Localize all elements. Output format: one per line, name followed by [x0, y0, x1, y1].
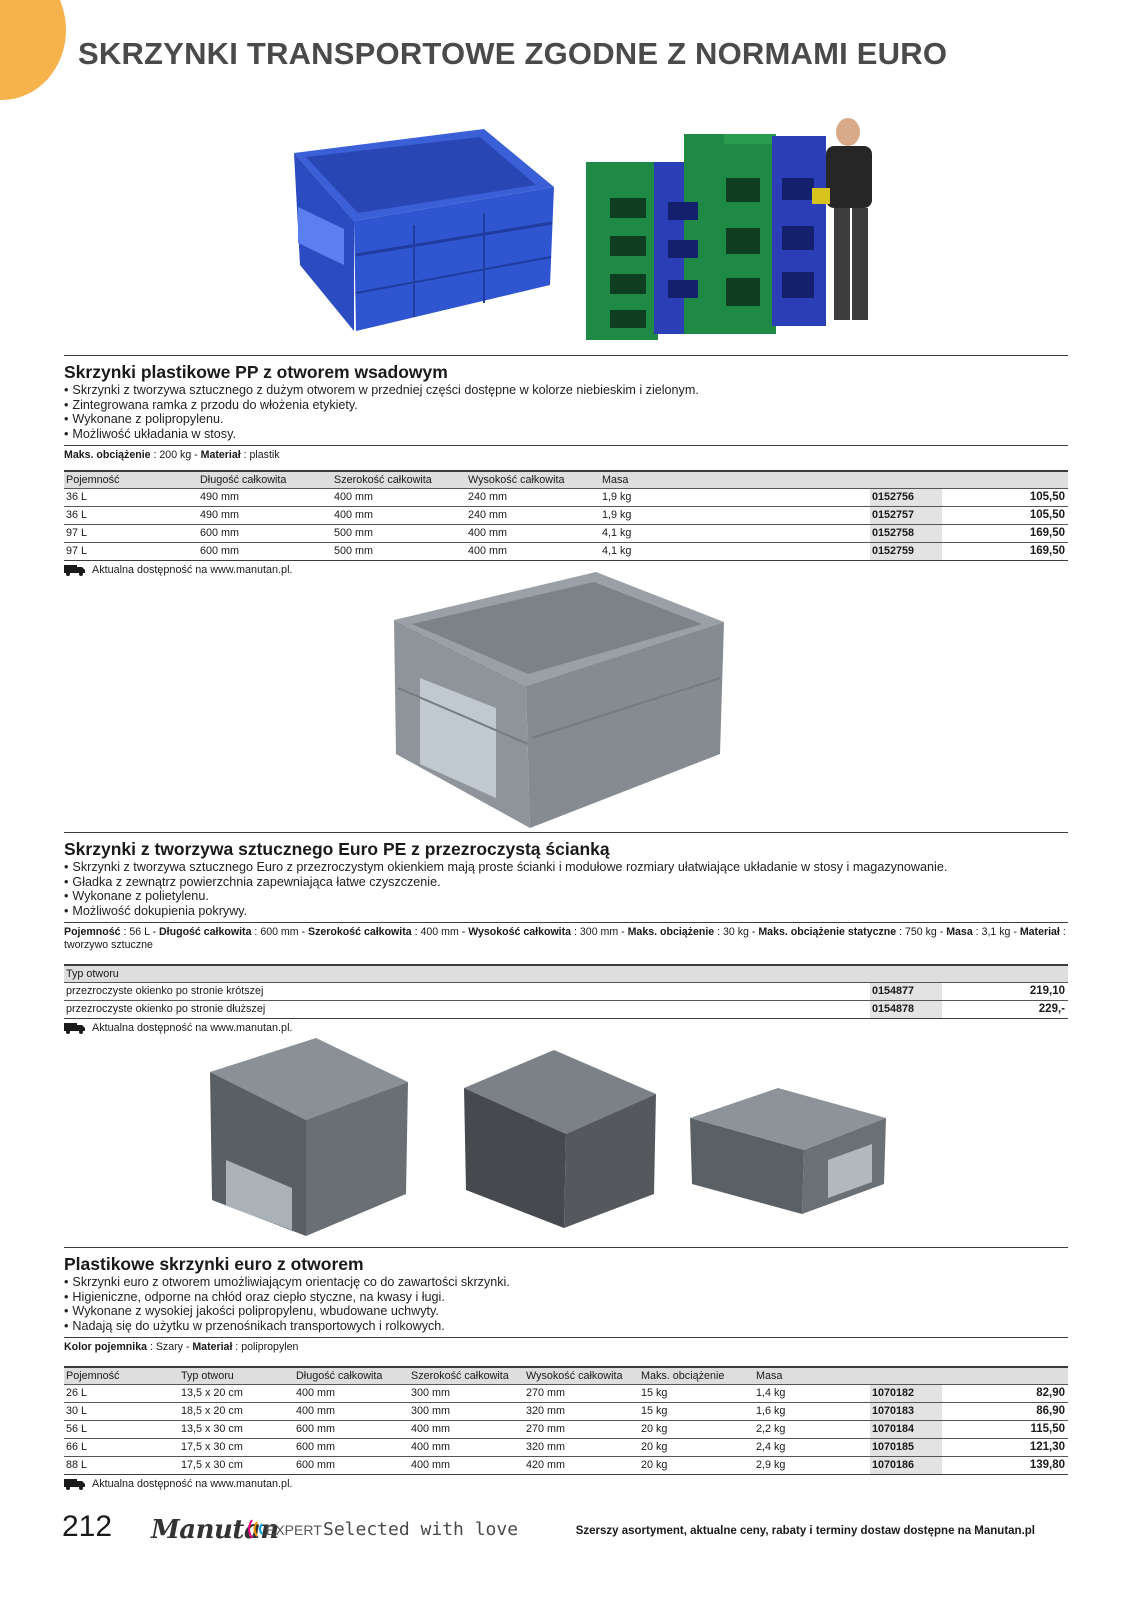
table-cell: 400 mm — [294, 1384, 409, 1402]
table-cell: 490 mm — [198, 488, 332, 506]
table-cell: 320 mm — [524, 1438, 639, 1456]
table-cell: 400 mm — [409, 1456, 524, 1474]
table-cell: 600 mm — [294, 1438, 409, 1456]
table-row — [64, 1000, 1068, 1018]
table-cell: 30 L — [64, 1402, 179, 1420]
spec-line: Kolor pojemnika : Szary - Materiał : polipropylen — [64, 1337, 1068, 1358]
table-cell: 4,1 kg — [600, 524, 870, 542]
truck-icon — [64, 564, 86, 576]
product-table — [64, 1366, 1068, 1475]
spec-line: Maks. obciążenie : 200 kg - Materiał : plastik — [64, 445, 1068, 466]
table-cell: 2,9 kg — [754, 1456, 870, 1474]
section-title: Skrzynki z tworzywa sztucznego Euro PE z przezroczystą ścianką — [64, 839, 610, 859]
spec-label: Maks. obciążenie — [627, 926, 715, 939]
table-row — [64, 542, 1068, 560]
table-cell: przezroczyste okienko po stronie dłuższej — [64, 1000, 870, 1018]
table-cell: 4,1 kg — [600, 542, 870, 560]
column-header: Wysokość całkowita — [524, 1367, 639, 1384]
spec-label: Materiał — [1019, 926, 1060, 939]
table-cell: 36 L — [64, 488, 198, 506]
table-cell: 320 mm — [524, 1402, 639, 1420]
product-ref: 1070183 — [870, 1402, 942, 1420]
table-header-row — [64, 471, 1068, 488]
spec-label: Pojemność — [64, 926, 121, 939]
column-header: Pojemność — [64, 1367, 179, 1384]
product-price: 229,- — [942, 1000, 1068, 1018]
feature-item: • Możliwość układania w stosy. — [64, 427, 1068, 442]
footer-site-link[interactable]: Manutan.pl — [974, 1525, 1035, 1537]
table-cell: 490 mm — [198, 506, 332, 524]
spec-label: Wysokość całkowita — [468, 926, 572, 939]
table-cell: 300 mm — [409, 1402, 524, 1420]
footer-note-text: Szerszy asortyment, aktualne ceny, rabaty i terminy dostaw dostępne na — [575, 1525, 975, 1537]
table-cell: 1,4 kg — [754, 1384, 870, 1402]
feature-item: • Wykonane z polietylenu. — [64, 889, 1068, 904]
product-price: 115,50 — [942, 1420, 1068, 1438]
product-ref: 0154877 — [870, 982, 942, 1000]
table-row — [64, 524, 1068, 542]
table-cell: 240 mm — [466, 488, 600, 506]
column-header-empty — [870, 965, 942, 982]
availability-text[interactable]: Aktualna dostępność na www.manutan.pl. — [92, 1477, 293, 1490]
table-cell: 400 mm — [332, 488, 466, 506]
spec-value: 300 mm — [579, 926, 619, 939]
table-cell: 88 L — [64, 1456, 179, 1474]
table-cell: 400 mm — [294, 1402, 409, 1420]
spec-value: polipropylen — [241, 1341, 299, 1354]
spec-value: 30 kg — [723, 926, 749, 939]
feature-list — [64, 383, 1068, 441]
footer-note — [576, 1525, 1035, 1537]
table-row — [64, 1438, 1068, 1456]
spec-label: Materiał — [192, 1341, 233, 1354]
spec-value: 600 mm — [260, 926, 299, 939]
product-price: 82,90 — [942, 1384, 1068, 1402]
table-cell: 66 L — [64, 1438, 179, 1456]
table-cell: 56 L — [64, 1420, 179, 1438]
feature-item: • Skrzynki euro z otworem umożliwiającym orientację co do zawartości skrzynki. — [64, 1275, 1068, 1290]
table-cell: 20 kg — [639, 1420, 754, 1438]
column-header-empty — [942, 1367, 1068, 1384]
column-header: Typ otworu — [179, 1367, 294, 1384]
spec-value: 3,1 kg — [981, 926, 1011, 939]
table-cell: 15 kg — [639, 1384, 754, 1402]
table-cell: 97 L — [64, 542, 198, 560]
table-cell: 97 L — [64, 524, 198, 542]
table-cell: 15 kg — [639, 1402, 754, 1420]
column-header: Długość całkowita — [198, 471, 332, 488]
truck-icon — [64, 1478, 86, 1490]
product-price: 121,30 — [942, 1438, 1068, 1456]
stacked-crates-with-worker-image — [586, 118, 888, 342]
product-table — [64, 470, 1068, 561]
grey-crate-window-image — [390, 568, 728, 830]
feature-item: • Wykonane z wysokiej jakości polipropylenu, wbudowane uchwyty. — [64, 1304, 1068, 1319]
table-row — [64, 1456, 1068, 1474]
column-header: Szerokość całkowita — [332, 471, 466, 488]
brand-arcs-icon — [244, 1518, 264, 1540]
product-ref: 0152757 — [870, 506, 942, 524]
table-cell: 500 mm — [332, 524, 466, 542]
product-price: 105,50 — [942, 488, 1068, 506]
product-section-pp-crates — [64, 355, 1068, 577]
spec-label: Kolor pojemnika — [64, 1341, 147, 1354]
small-grey-crate-image — [688, 1084, 888, 1216]
product-price: 139,80 — [942, 1456, 1068, 1474]
spec-value: 56 L — [129, 926, 150, 939]
spec-label: Maks. obciążenie statyczne — [758, 926, 897, 939]
feature-list — [64, 1275, 1068, 1333]
table-cell: 270 mm — [524, 1384, 639, 1402]
table-cell: 20 kg — [639, 1438, 754, 1456]
table-cell: 400 mm — [409, 1438, 524, 1456]
product-ref: 1070185 — [870, 1438, 942, 1456]
feature-item: • Skrzynki z tworzywa sztucznego Euro z przezroczystym okienkiem mają proste ścianki i modułowe rozmiary ułatwiające układanie w stosy i magazynowanie. — [64, 860, 1068, 875]
table-cell: 400 mm — [466, 542, 600, 560]
product-price: 169,50 — [942, 542, 1068, 560]
table-cell: 13,5 x 30 cm — [179, 1420, 294, 1438]
spec-value: Szary — [155, 1341, 183, 1354]
table-cell: 240 mm — [466, 506, 600, 524]
product-ref: 0152756 — [870, 488, 942, 506]
table-cell: 600 mm — [294, 1420, 409, 1438]
three-grey-crates-image — [186, 1030, 666, 1242]
availability-note — [64, 1477, 1068, 1491]
product-ref: 0152758 — [870, 524, 942, 542]
table-cell: 18,5 x 20 cm — [179, 1402, 294, 1420]
feature-list — [64, 860, 1068, 918]
product-ref: 0152759 — [870, 542, 942, 560]
column-header: Maks. obciążenie — [639, 1367, 754, 1384]
table-header-row — [64, 1367, 1068, 1384]
table-cell: 1,9 kg — [600, 506, 870, 524]
table-cell: przezroczyste okienko po stronie krótszej — [64, 982, 870, 1000]
table-cell: 270 mm — [524, 1420, 639, 1438]
section-title: Plastikowe skrzynki euro z otworem — [64, 1254, 364, 1274]
feature-item: • Skrzynki z tworzywa sztucznego z dużym otworem w przedniej części dostępne w kolorze niebieskim i zielonym. — [64, 383, 1068, 398]
column-header-empty — [870, 1367, 942, 1384]
table-cell: 600 mm — [198, 542, 332, 560]
product-ref: 0154878 — [870, 1000, 942, 1018]
feature-item: • Gładka z zewnątrz powierzchnia zapewniająca łatwe czyszczenie. — [64, 875, 1068, 890]
product-ref: 1070184 — [870, 1420, 942, 1438]
spec-value: plastik — [249, 449, 280, 462]
spec-line: Pojemność : 56 L - Długość całkowita : 600 mm - Szerokość całkowita : 400 mm - Wysokość całkowita : 300 mm - Maks. obciążenie : 30 kg - Maks. obciążenie statyczne : 750 kg - Masa : 3,1 kg - Materiał : tworzywo sztuczne — [64, 922, 1068, 956]
table-row — [64, 488, 1068, 506]
product-price: 105,50 — [942, 506, 1068, 524]
column-header: Masa — [600, 471, 870, 488]
table-cell: 26 L — [64, 1384, 179, 1402]
table-row — [64, 1420, 1068, 1438]
feature-item: • Nadają się do użytku w przenośnikach transportowych i rolkowych. — [64, 1319, 1068, 1334]
table-cell: 1,6 kg — [754, 1402, 870, 1420]
column-header: Pojemność — [64, 471, 198, 488]
product-section-euro-pe-crates — [64, 832, 1068, 1035]
column-header-empty — [942, 471, 1068, 488]
spec-label: Materiał — [200, 449, 241, 462]
product-price: 86,90 — [942, 1402, 1068, 1420]
spec-value: tworzywo sztuczne — [64, 939, 153, 952]
column-header: Długość całkowita — [294, 1367, 409, 1384]
product-ref: 1070186 — [870, 1456, 942, 1474]
column-header-empty — [942, 965, 1068, 982]
table-cell: 17,5 x 30 cm — [179, 1438, 294, 1456]
column-header: Typ otworu — [64, 965, 870, 982]
page-title: SKRZYNKI TRANSPORTOWE ZGODNE Z NORMAMI EURO — [78, 36, 948, 71]
page-number: 212 — [62, 1510, 113, 1543]
table-cell: 2,4 kg — [754, 1438, 870, 1456]
column-header: Wysokość całkowita — [466, 471, 600, 488]
table-cell: 600 mm — [198, 524, 332, 542]
table-cell: 13,5 x 20 cm — [179, 1384, 294, 1402]
feature-item: • Zintegrowana ramka z przodu do włożenia etykiety. — [64, 398, 1068, 413]
column-header: Masa — [754, 1367, 870, 1384]
table-cell: 420 mm — [524, 1456, 639, 1474]
spec-value: 400 mm — [420, 926, 459, 939]
feature-item: • Wykonane z polipropylenu. — [64, 412, 1068, 427]
feature-item: • Możliwość dokupienia pokrywy. — [64, 904, 1068, 919]
product-price: 169,50 — [942, 524, 1068, 542]
brand-logo: Manutan — [151, 1515, 279, 1545]
product-table — [64, 964, 1068, 1019]
availability-text[interactable]: Aktualna dostępność na www.manutan.pl. — [92, 1021, 293, 1034]
table-cell: 2,2 kg — [754, 1420, 870, 1438]
feature-item: • Higieniczne, odporne na chłód oraz ciepło styczne, na kwasy i ługi. — [64, 1290, 1068, 1305]
spec-value: 200 kg — [159, 449, 192, 462]
spec-label: Długość całkowita — [159, 926, 252, 939]
brand-expert-label: EXPERT — [266, 1522, 322, 1538]
table-cell: 20 kg — [639, 1456, 754, 1474]
availability-text[interactable]: Aktualna dostępność na www.manutan.pl. — [92, 563, 293, 576]
table-cell: 17,5 x 30 cm — [179, 1456, 294, 1474]
spec-value: 750 kg — [904, 926, 937, 939]
table-row — [64, 1402, 1068, 1420]
spec-label: Szerokość całkowita — [308, 926, 412, 939]
section-title: Skrzynki plastikowe PP z otworem wsadowym — [64, 362, 448, 382]
table-cell: 400 mm — [332, 506, 466, 524]
table-row — [64, 982, 1068, 1000]
table-cell: 600 mm — [294, 1456, 409, 1474]
column-header-empty — [870, 471, 942, 488]
table-cell: 1,9 kg — [600, 488, 870, 506]
table-row — [64, 506, 1068, 524]
table-cell: 500 mm — [332, 542, 466, 560]
table-cell: 400 mm — [466, 524, 600, 542]
brand-tagline: Selected with love — [323, 1519, 519, 1540]
corner-accent-shape — [0, 0, 66, 100]
spec-label: Masa — [946, 926, 973, 939]
product-price: 219,10 — [942, 982, 1068, 1000]
table-cell: 36 L — [64, 506, 198, 524]
spec-label: Maks. obciążenie — [64, 449, 151, 462]
product-section-euro-crates-opening — [64, 1247, 1068, 1491]
table-header-row — [64, 965, 1068, 982]
column-header: Szerokość całkowita — [409, 1367, 524, 1384]
table-row — [64, 1384, 1068, 1402]
table-cell: 300 mm — [409, 1384, 524, 1402]
truck-icon — [64, 1022, 86, 1034]
blue-crate-image — [284, 125, 556, 335]
product-ref: 1070182 — [870, 1384, 942, 1402]
table-cell: 400 mm — [409, 1420, 524, 1438]
